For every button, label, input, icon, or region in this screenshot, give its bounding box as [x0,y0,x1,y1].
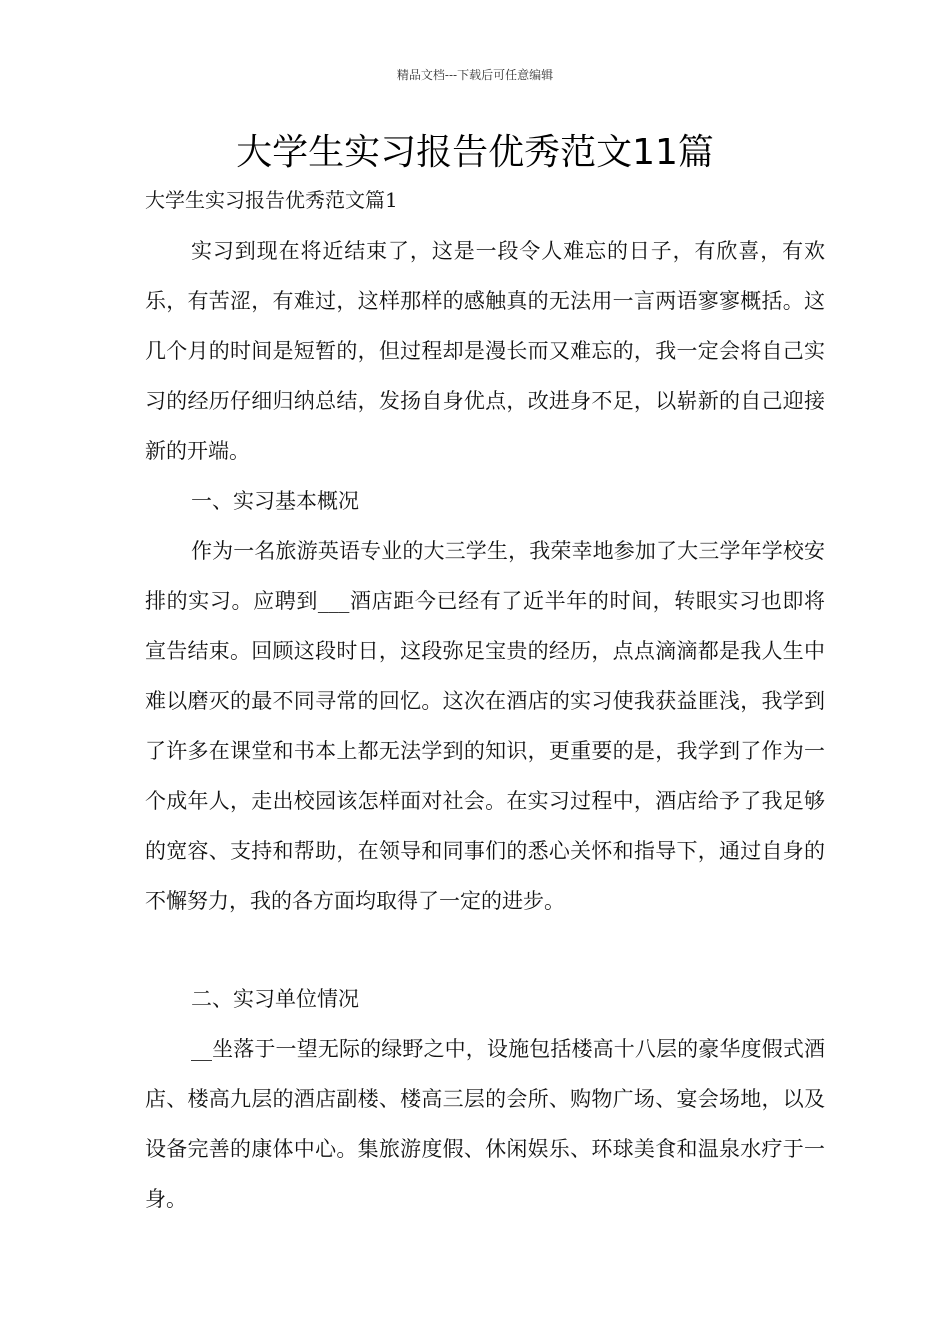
paragraph-block [145,1024,825,1224]
section-heading-block [145,476,825,526]
header-note: 精品文档---下载后可任意编辑 [396,68,554,82]
section-heading-overview: 一、实习基本概况 [191,489,359,513]
section-heading-block [145,974,825,1024]
paragraph-block [145,226,825,476]
intro-paragraph: 实习到现在将近结束了，这是一段令人难忘的日子，有欣喜，有欢乐，有苦涩，有难过，这样那样的感触真的无法用一言两语寥寥概括。这几个月的时间是短暂的，但过程却是漫长而又难忘的，我一定会将自己实习的经历仔细归纳总结，发扬自身优点，改进身不足，以崭新的自己迎接新的开端。 [145,239,825,463]
paragraph-block [145,526,825,926]
overview-paragraph: 作为一名旅游英语专业的大三学生，我荣幸地参加了大三学年学校安排的实习。应聘到___酒店距今已经有了近半年的时间，转眼实习也即将宣告结束。回顾这段时日，这段弥足宝贵的经历，点点滴滴都是我人生中难以磨灭的最不同寻常的回忆。这次在酒店的实习使我获益匪浅，我学到了许多在课堂和书本上都无法学到的知识，更重要的是，我学到了作为一个成年人，走出校园该怎样面对社会。在实习过程中，酒店给予了我足够的宽容、支持和帮助，在领导和同事们的悉心关怀和指导下，通过自身的不懈努力，我的各方面均取得了一定的进步。 [145,539,825,913]
document-title: 大学生实习报告优秀范文11篇 [236,132,714,173]
company-paragraph: __坐落于一望无际的绿野之中，设施包括楼高十八层的豪华度假式酒店、楼高九层的酒店副楼、楼高三层的会所、购物广场、宴会场地，以及设备完善的康体中心。集旅游度假、休闲娱乐、环球美食和温泉水疗于一身。 [145,1037,825,1211]
document-subtitle: 大学生实习报告优秀范文篇1 [145,188,398,212]
section-heading-company: 二、实习单位情况 [191,987,359,1011]
